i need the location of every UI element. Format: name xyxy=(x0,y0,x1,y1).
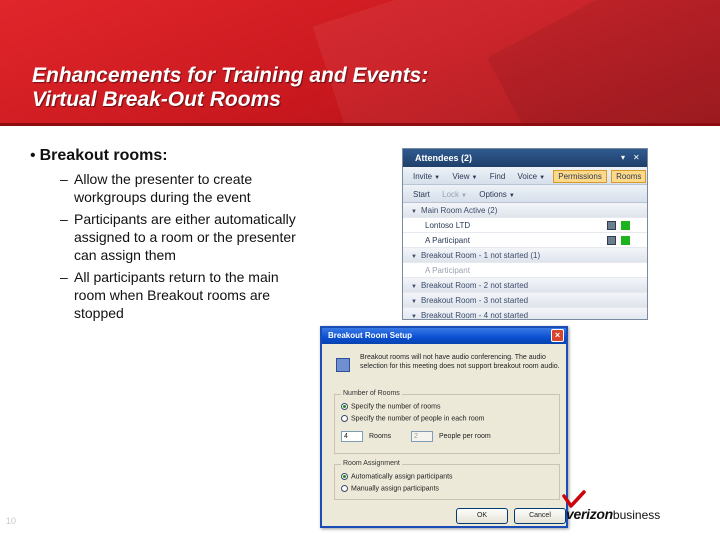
chevron-down-icon: ▼ xyxy=(434,175,441,181)
room-group-row[interactable] xyxy=(403,248,647,263)
dialog-info-text: Breakout rooms will not have audio conferencing. The audio selection for this meeting does not support breakout room audio. xyxy=(360,354,560,370)
sub-bullet xyxy=(60,268,310,322)
bullet-main xyxy=(30,146,310,166)
rooms-button[interactable] xyxy=(611,170,646,183)
radio-label: Specify the number of rooms xyxy=(351,403,441,411)
radio-auto-assign[interactable] xyxy=(341,473,453,480)
radio-manual-assign[interactable] xyxy=(341,485,439,492)
sub-bullet xyxy=(60,210,310,264)
room-group-row[interactable] xyxy=(403,203,647,218)
room-group-label: Breakout Room - 4 not started xyxy=(420,311,529,320)
attendees-title: Attendees (2) xyxy=(415,153,473,163)
room-assignment-group xyxy=(334,460,560,500)
rooms-label: Rooms xyxy=(616,172,642,181)
sub-bullet-dash: – xyxy=(60,211,68,227)
participant-row[interactable] xyxy=(403,233,647,248)
attendees-title-bar xyxy=(403,149,647,167)
slide-title-line2: Virtual Break-Out Rooms xyxy=(32,88,281,111)
attendees-panel xyxy=(402,148,648,320)
lock-label: Lock xyxy=(442,190,460,199)
dialog-title-bar xyxy=(322,328,566,344)
sub-bullet-text: All participants return to the main room when Breakout rooms are stopped xyxy=(74,269,279,321)
breakout-room-setup-dialog xyxy=(320,326,568,528)
info-icon xyxy=(336,358,350,372)
dialog-title: Breakout Room Setup xyxy=(328,331,413,340)
header-rule xyxy=(0,123,720,126)
participant-name: Lontoso LTD xyxy=(425,221,471,230)
group-label: Room Assignment xyxy=(343,460,400,467)
voice-label: Voice xyxy=(517,172,538,181)
radio-icon xyxy=(341,415,348,422)
status-icon xyxy=(621,221,630,230)
radio-people-per-room[interactable] xyxy=(341,415,484,422)
radio-icon xyxy=(341,473,348,480)
radio-number-of-rooms[interactable] xyxy=(341,403,441,410)
presenter-icon xyxy=(607,221,616,230)
lock-button[interactable] xyxy=(438,188,471,201)
radio-label: Specify the number of people in each room xyxy=(351,415,485,423)
people-per-room-input[interactable]: 2 xyxy=(411,431,433,442)
room-group-label: Main Room Active (2) xyxy=(420,206,498,215)
start-button[interactable] xyxy=(409,188,434,201)
sub-bullet-dash: – xyxy=(60,269,68,285)
rooms-toolbar xyxy=(403,185,647,203)
invite-label: Invite xyxy=(413,172,433,181)
attendee-icon xyxy=(607,236,616,245)
room-group-row[interactable] xyxy=(403,278,647,293)
options-label: Options xyxy=(479,190,507,199)
sub-bullet-dash: – xyxy=(60,171,68,187)
chevron-down-icon: ▼ xyxy=(508,193,515,199)
find-label: Find xyxy=(489,172,506,181)
dialog-close-button[interactable]: × xyxy=(551,329,564,342)
logo-suffix: business xyxy=(612,508,661,522)
status-icon xyxy=(621,236,630,245)
attendees-toolbar xyxy=(403,167,647,185)
close-icon[interactable]: ✕ xyxy=(633,153,640,162)
chevron-down-icon: ▼ xyxy=(411,299,417,305)
radio-label: Manually assign participants xyxy=(351,485,439,493)
bullet-list xyxy=(30,146,310,322)
number-of-rooms-group xyxy=(334,390,560,454)
chevron-down-icon: ▼ xyxy=(471,175,478,181)
rooms-label: Rooms xyxy=(369,433,392,440)
view-label: View xyxy=(452,172,470,181)
radio-label: Automatically assign participants xyxy=(351,473,453,481)
people-per-room-label: People per room xyxy=(439,433,491,440)
radio-icon xyxy=(341,485,348,492)
chevron-down-icon: ▼ xyxy=(411,209,417,215)
bullet-dot: • xyxy=(30,147,36,164)
room-group-label: Breakout Room - 1 not started (1) xyxy=(420,251,541,260)
group-label: Number of Rooms xyxy=(343,390,400,397)
page-number: 10 xyxy=(6,516,17,526)
voice-button[interactable] xyxy=(514,170,550,183)
dropdown-icon[interactable]: ▾ xyxy=(621,153,626,162)
cancel-button[interactable]: Cancel xyxy=(514,508,566,524)
participant-row[interactable] xyxy=(403,218,647,233)
radio-icon xyxy=(341,403,348,410)
start-label: Start xyxy=(413,190,430,199)
chevron-down-icon: ▼ xyxy=(411,254,417,260)
chevron-down-icon: ▼ xyxy=(461,193,467,199)
options-button[interactable] xyxy=(475,188,519,201)
view-button[interactable] xyxy=(448,170,481,183)
sub-bullet xyxy=(60,170,310,206)
participant-name: A Participant xyxy=(425,236,470,245)
chevron-down-icon: ▼ xyxy=(411,314,417,320)
rooms-count-input[interactable]: 4 xyxy=(341,431,363,442)
logo-brand: verizon xyxy=(566,506,613,522)
verizon-business-logo xyxy=(566,506,660,522)
slide-title xyxy=(32,64,672,112)
slide-header xyxy=(0,0,720,126)
room-group-row[interactable] xyxy=(403,293,647,308)
chevron-down-icon: ▼ xyxy=(411,284,417,290)
ok-button[interactable]: OK xyxy=(456,508,508,524)
invite-button[interactable] xyxy=(409,170,444,183)
room-group-label: Breakout Room - 3 not started xyxy=(420,296,529,305)
bullet-main-text: Breakout rooms: xyxy=(39,147,168,164)
sub-bullet-text: Participants are either automatically assigned to a room or the presenter can assign them xyxy=(74,211,296,263)
chevron-down-icon: ▼ xyxy=(539,175,546,181)
permissions-label: Permissions xyxy=(558,172,602,181)
participant-row[interactable] xyxy=(403,263,647,278)
permissions-button[interactable] xyxy=(553,170,607,183)
slide-title-line1: Enhancements for Training and Events: xyxy=(32,64,429,87)
room-group-row[interactable] xyxy=(403,308,647,320)
sub-bullet-text: Allow the presenter to create workgroups during the event xyxy=(74,171,253,205)
find-button[interactable] xyxy=(486,170,510,183)
participant-name: A Participant xyxy=(425,266,470,275)
room-group-label: Breakout Room - 2 not started xyxy=(420,281,529,290)
